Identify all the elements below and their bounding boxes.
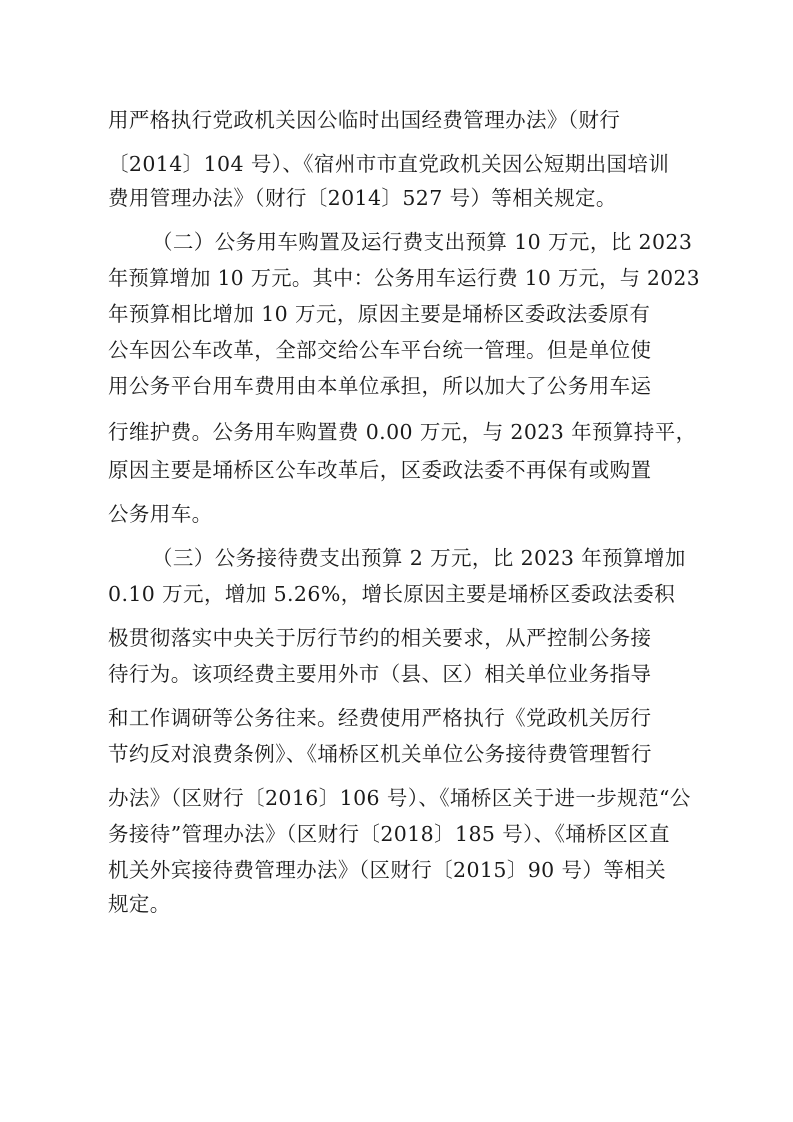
body-text-line: 行维护费。公务用车购置费 0.00 万元，与 2023 年预算持平， (108, 420, 697, 444)
body-text-line: 原因主要是埇桥区公车改革后，区委政法委不再保有或购置 (108, 458, 652, 482)
body-text-line: 年预算相比增加 10 万元，原因主要是埇桥区委政法委原有 (108, 302, 651, 326)
paragraph-3-first-line: （三）公务接待费支出预算 2 万元，比 2023 年预算增加 (152, 546, 686, 570)
body-text-line: 节约反对浪费条例》、《埇桥区机关单位公务接待费管理暂行 (108, 742, 652, 766)
body-text-line: 用公务平台用车费用由本单位承担，所以加大了公务用车运 (108, 374, 652, 398)
body-text-line: 规定。 (108, 892, 171, 916)
body-text-line: 极贯彻落实中央关于厉行节约的相关要求，从严控制公务接 (108, 626, 652, 650)
body-text-line: 务接待”管理办法》（区财行〔2018〕185 号）、《埇桥区区直 (108, 822, 670, 846)
body-text-line: 和工作调研等公务往来。经费使用严格执行《党政机关厉行 (108, 706, 652, 730)
body-text-line: 年预算增加 10 万元。其中：公务用车运行费 10 万元，与 2023 (108, 266, 700, 290)
body-text-line: 0.10 万元，增加 5.26%，增长原因主要是埇桥区委政法委积 (108, 582, 676, 606)
body-text-line: 机关外宾接待费管理办法》（区财行〔2015〕90 号）等相关 (108, 858, 667, 882)
body-text-line: 〔2014〕104 号）、《宿州市市直党政机关因公短期出国培训 (108, 152, 670, 176)
paragraph-2-first-line: （二）公务用车购置及运行费支出预算 10 万元，比 2023 (152, 230, 693, 254)
body-text-line: 公务用车。 (108, 502, 213, 526)
body-text-line: 用严格执行党政机关因公临时出国经费管理办法》（财行 (108, 108, 621, 132)
body-text-line: 费用管理办法》（财行〔2014〕527 号）等相关规定。 (108, 186, 617, 210)
body-text-line: 办法》（区财行〔2016〕106 号）、《埇桥区关于进一步规范“公 (108, 786, 691, 810)
body-text-line: 待行为。该项经费主要用外市（县、区）相关单位业务指导 (108, 662, 652, 686)
body-text-line: 公车因公车改革，全部交给公车平台统一管理。但是单位使 (108, 338, 652, 362)
